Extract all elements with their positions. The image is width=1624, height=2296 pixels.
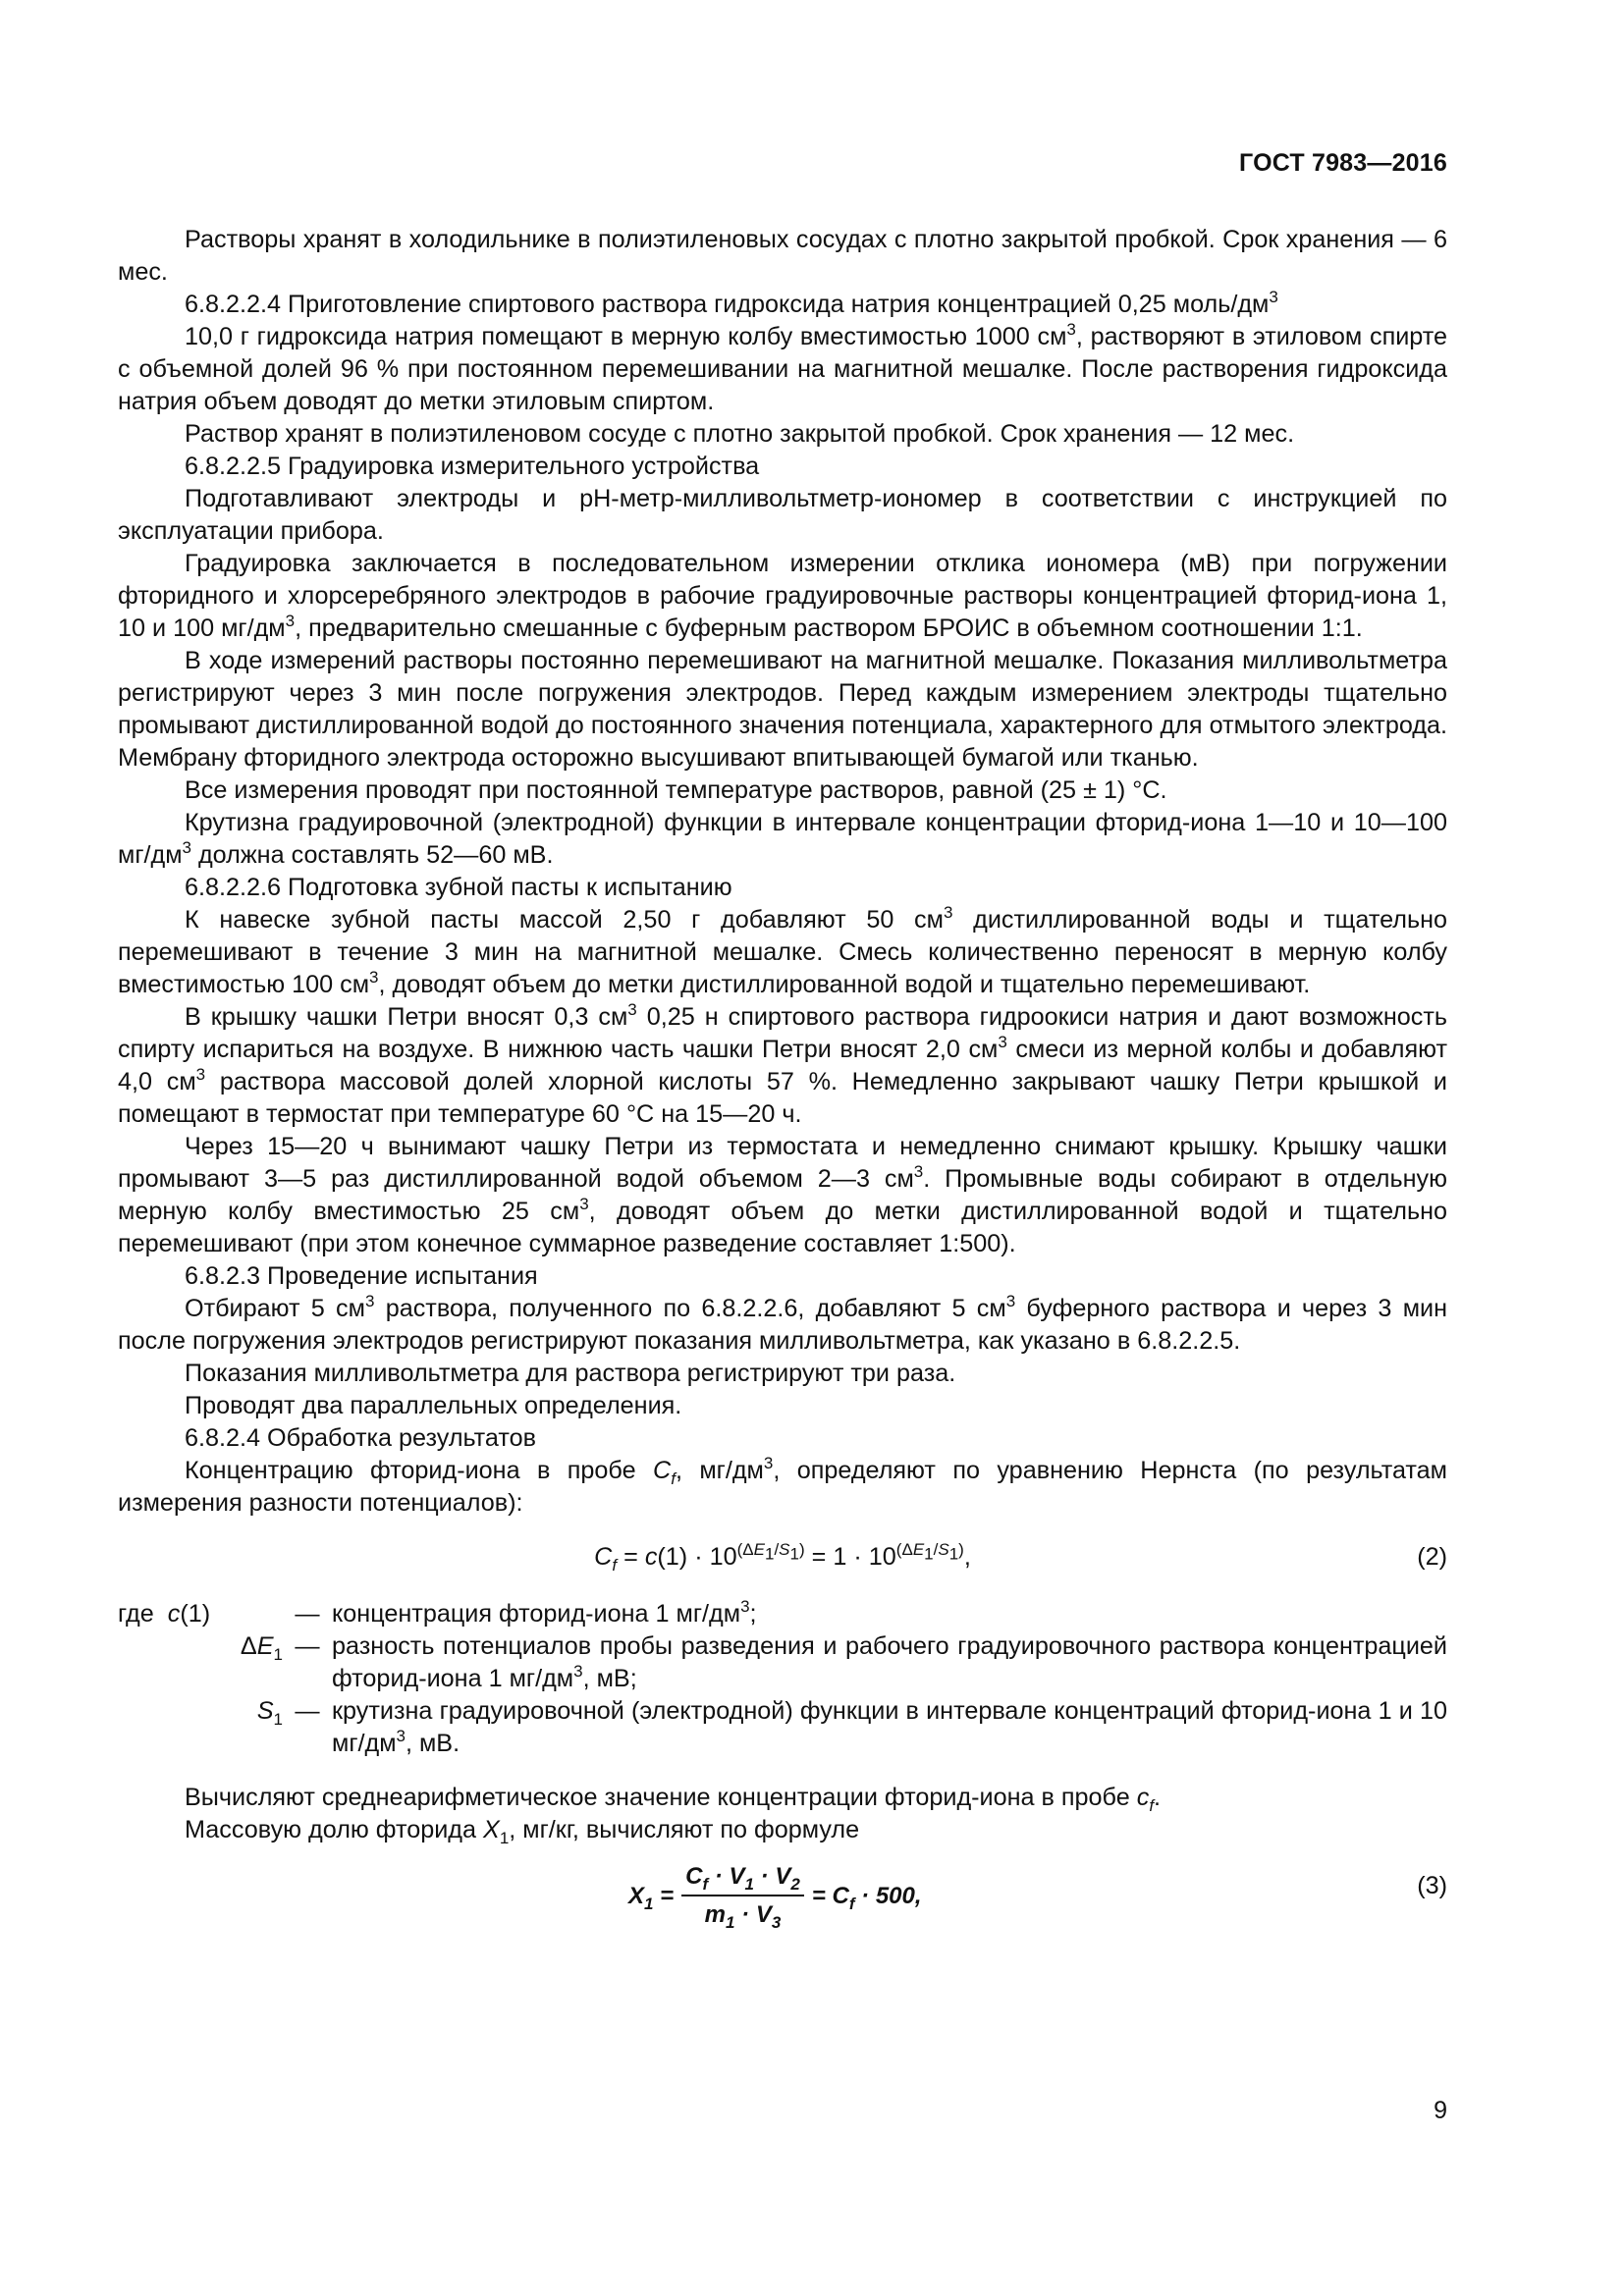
paragraph: Раствор хранят в полиэтиленовом сосуде с плотно закрытой пробкой. Срок хранения — 12 мес. <box>185 420 1295 448</box>
paragraph: В ходе измерений растворы постоянно перемешивают на магнитной мешалке. Показания милливольтметра регистрируют через 3 мин после погружения электродов. Перед каждым измерением электроды тщательно промывают дистиллированной водой до постоянного значения потенциала, характерного для отмытого электрода. Мембрану фторидного электрода осторожно высушивают впитывающей бумагой или тканью. <box>118 647 1447 772</box>
paragraph: 10,0 г гидроксида натрия помещают в мерную колбу вместимостью 1000 $см^3$, растворяют в этиловом спирте с объемной долей 96 % при постоянном перемешивании на магнитной мешалке. После растворения гидроксида натрия объем доводят до метки этиловым спиртом. <box>118 319 1447 415</box>
definition-text: разность потенциалов пробы разведения и рабочего градуировочного раствора концентрацией фторид-иона 1 $мг/дм^3$, мВ; <box>332 1632 1447 1692</box>
variable-definitions <box>118 1598 1447 1760</box>
paragraph: Градуировка заключается в последовательном измерении отклика иономера (мВ) при погружении фторидного и хлорсеребряного электродов в рабочие градуировочные растворы концентрацией фторид-иона 1, 10 и 100 $мг/дм^3$, предварительно смешанные с буферным раствором БРОИС в объемном соотношении 1:1. <box>118 550 1447 642</box>
equation-3 <box>118 1850 1447 1941</box>
section-heading: 6.8.2.2.4 Приготовление спиртового раствора гидроксида натрия концентрацией 0,25 моль/$дм^3$ <box>185 287 1278 318</box>
section-heading: 6.8.2.2.5 Градуировка измерительного устройства <box>185 453 760 480</box>
paragraph: Через 15—20 ч вынимают чашку Петри из термостата и немедленно снимают крышку. Крышку чашки промывают 3—5 раз дистиллированной водой объемом 2—3 $см^3$. Промывные воды собирают в отдельную мерную колбу вместимостью 25 $см^3$, доводят объем до метки дистиллированной водой и тщательно перемешивают (при этом конечное суммарное разведение составляет 1:500). <box>118 1133 1448 1257</box>
section-heading: 6.8.2.3 Проведение испытания <box>185 1262 538 1290</box>
definition-symbol: $S_1$ <box>256 1697 283 1730</box>
fraction: $\frac{C_f \cdot V_1 \cdot V_2}{m_1 \cdot V_3}$ <box>681 1860 804 1931</box>
section-heading: 6.8.2.2.6 Подготовка зубной пасты к испытанию <box>185 874 732 901</box>
page-number: 9 <box>1434 2097 1447 2124</box>
paragraph: Отбирают 5 $см^3$ раствора, полученного по 6.8.2.2.6, добавляют 5 $см^3$ буферного раствора и через 3 мин после погружения электродов регистрируют показания милливольтметра, как указано в 6.8.2.2.5. <box>118 1291 1447 1355</box>
equation-3-expression: $X_1$ = $\frac{C_f \cdot V_1 \cdot V_2}{m_1 \cdot V_3}$ = $C_f \cdot 500$, <box>628 1860 922 1931</box>
definition-text: крутизна градуировочной (электродной) функции в интервале концентраций фторид-иона 1 и 10 $мг/дм^3$, мВ. <box>332 1697 1447 1757</box>
equation-2 <box>118 1533 1447 1590</box>
paragraph: Концентрацию фторид-иона в пробе $C_f$, $мг/дм^3$, определяют по уравнению Нернста (по результатам измерения разности потенциалов): <box>118 1453 1447 1517</box>
definition-symbol: где c(1) <box>118 1600 211 1628</box>
definition-row: $S_1$ — крутизна градуировочной (электродной) функции в интервале концентраций фторид-иона 1 и 10 $мг/дм^3$, мВ. <box>118 1695 1447 1760</box>
paragraph: Крутизна градуировочной (электродной) функции в интервале концентрации фторид-иона 1—10 и 10—100 $мг/дм^3$ должна составлять 52—60 мВ. <box>118 809 1447 869</box>
paragraph: Проводят два параллельных определения. <box>185 1392 682 1419</box>
paragraph: Все измерения проводят при постоянной температуре растворов, равной (25 ± 1) °С. <box>185 776 1167 804</box>
paragraph: Показания милливольтметра для раствора регистрируют три раза. <box>185 1360 956 1387</box>
document-header: ГОСТ 7983—2016 <box>1239 149 1447 177</box>
document-body <box>118 224 1447 1941</box>
section-heading: 6.8.2.4 Обработка результатов <box>185 1424 537 1452</box>
definition-text: концентрация фторид-иона 1 $мг/дм^3$; <box>332 1596 757 1628</box>
definition-row: где c(1) — концентрация фторид-иона 1 $мг/дм^3$; <box>118 1598 1447 1630</box>
paragraph: Вычисляют среднеарифметическое значение концентрации фторид-иона в пробе $c_f$. <box>185 1784 1162 1816</box>
paragraph: В крышку чашки Петри вносят 0,3 $см^3$ 0,25 н спиртового раствора гидроокиси натрия и дают возможность спирту испариться на воздухе. В нижнюю часть чашки Петри вносят 2,0 $см^3$ смеси из мерной колбы и добавляют 4,0 $см^3$ раствора массовой долей хлорной кислоты 57 %. Немедленно закрывают чашку Петри крышкой и помещают в термостат при температуре 60 °С на 15—20 ч. <box>118 999 1448 1128</box>
document-page <box>118 0 1447 2296</box>
equation-2-number: (2) <box>1417 1543 1447 1571</box>
definition-row: $\Delta E_1$ — разность потенциалов пробы разведения и рабочего градуировочного раствора концентрацией фторид-иона 1 $мг/дм^3$, мВ; <box>118 1630 1447 1695</box>
paragraph: Растворы хранят в холодильнике в полиэтиленовых сосудах с плотно закрытой пробкой. Срок хранения — 6 мес. <box>118 226 1447 286</box>
paragraph: Подготавливают электроды и рН-метр-милливольтметр-иономер в соответствии с инструкцией по эксплуатации прибора. <box>118 485 1447 545</box>
paragraph: Массовую долю фторида $X_1$, мг/кг, вычисляют по формуле <box>185 1816 860 1848</box>
paragraph: К навеске зубной пасты массой 2,50 г добавляют 50 $см^3$ дистиллированной воды и тщательно перемешивают в течение 3 мин на магнитной мешалке. Смесь количественно переносят в мерную колбу вместимостью 100 $см^3$, доводят объем до метки дистиллированной водой и тщательно перемешивают. <box>118 902 1447 998</box>
equation-2-expression: $C_f = c(1) \cdot 10^{(\Delta E_1/S_1)} = 1 \cdot 10^{(\Delta E_1/S_1)}$, <box>594 1539 971 1575</box>
definition-symbol: $\Delta E_1$ <box>240 1632 283 1665</box>
equation-3-number: (3) <box>1417 1872 1447 1899</box>
